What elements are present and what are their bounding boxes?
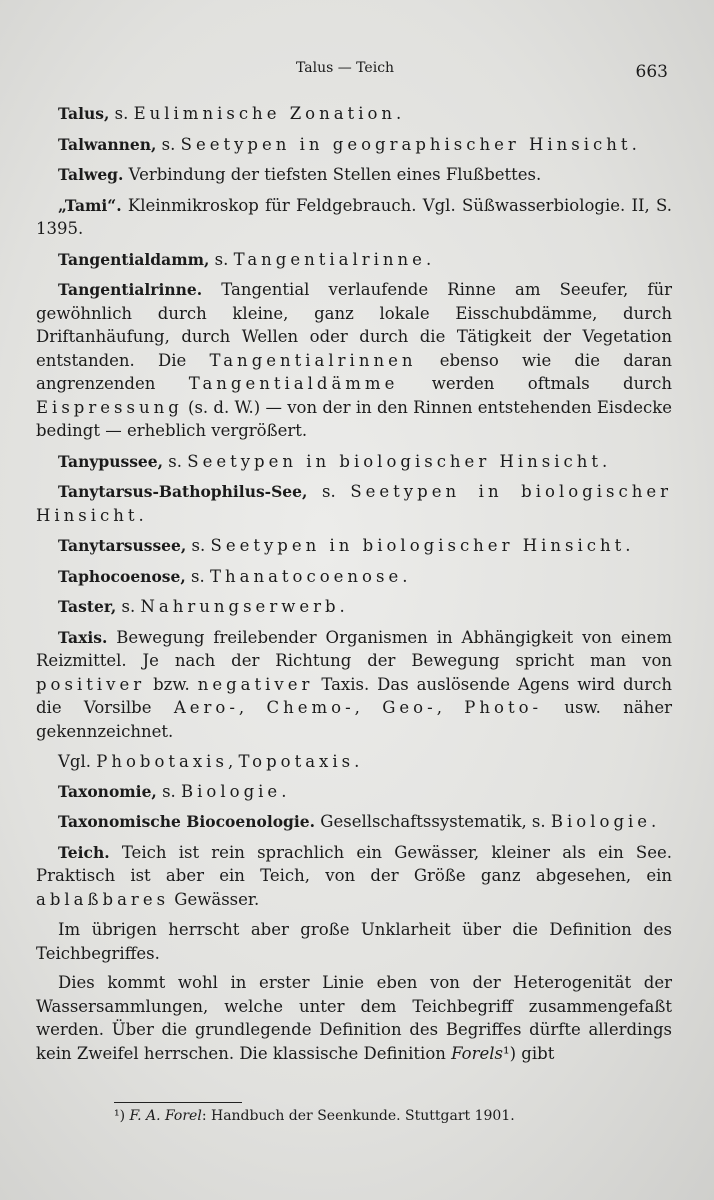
entry-text: .: [138, 505, 144, 525]
cross-reference: Topotaxis: [238, 752, 355, 771]
entry-taxonomische-biocoenologie: [36, 810, 672, 834]
entry-text: .: [425, 249, 432, 269]
entry-term: Tangentialdamm,: [58, 249, 210, 269]
entry-text: Gesellschaftssystematik, s.: [315, 812, 551, 831]
entry-tangentialdamm: [36, 248, 672, 272]
footnote-mark: ¹): [114, 1108, 126, 1124]
entry-term: Taxonomische Biocoenologie.: [58, 812, 316, 831]
entry-text: .: [354, 752, 360, 771]
entry-text: s.: [156, 781, 182, 801]
cross-reference: Seetypen in biologischer Hinsicht: [210, 536, 626, 555]
cross-reference: Seetypen in geographischer Hinsicht: [180, 134, 632, 154]
emphasis-text: Chemo-: [266, 698, 355, 717]
entry-text: (s. d. W.) — von der in den Rinnen entstehenden Eisdecke bedingt — erheblich vergrößert.: [36, 397, 672, 440]
entry-text: .: [396, 104, 402, 123]
entry-text: .: [339, 597, 345, 616]
cross-reference: Nahrungserwerb: [140, 597, 340, 616]
entry-text: ¹) gibt: [503, 1043, 555, 1063]
entry-text: Gewässer.: [169, 889, 260, 909]
entry-text: ,: [227, 752, 239, 771]
entry-text: .: [281, 781, 287, 801]
entry-tanytarsus-bathophilus-see: [36, 480, 672, 527]
entry-taphocoenose: [36, 565, 672, 589]
taxis-see-also: [36, 750, 672, 774]
dictionary-entries: [36, 102, 672, 1071]
entry-term: Talwannen,: [58, 134, 157, 154]
entry-term: Tanytarsussee,: [58, 536, 187, 555]
entry-text: Im übrigen herrscht aber große Unklarheit über die Definition des Teichbegriffes.: [36, 920, 672, 963]
entry-term: Taphocoenose,: [58, 566, 186, 586]
entry-text: .: [602, 451, 608, 471]
emphasis-text: Aero-: [173, 698, 239, 717]
cross-reference: Eulimnische Zonation: [133, 104, 397, 123]
entry-term: Taxonomie,: [58, 781, 157, 801]
page-number: 663: [635, 62, 668, 82]
entry-text: ,: [436, 698, 465, 717]
entry-text: ,: [354, 698, 383, 717]
cross-reference: Seetypen in biologischer Hinsicht: [36, 482, 672, 525]
cross-reference: Tangentialrinne: [233, 249, 426, 269]
entry-term: Talus,: [58, 104, 110, 123]
footnote-divider: [114, 1102, 242, 1103]
entry-taxonomie: [36, 780, 672, 804]
footnote-author: F. A. Forel: [129, 1108, 202, 1124]
cross-reference: Biologie: [550, 812, 652, 831]
entry-term: „Tami“.: [58, 195, 122, 215]
entry-taxis: [36, 626, 672, 744]
footnote: [114, 1108, 515, 1124]
entry-text: Taxis. Das auslösende Agens wird durch die Vorsilbe: [36, 674, 673, 717]
teich-paragraph-3: [36, 971, 672, 1065]
entry-text: .: [402, 566, 408, 586]
entry-text: Kleinmikroskop für Feldgebrauch. Vgl. Süßwasserbiologie. II, S. 1395.: [36, 195, 672, 238]
entry-tanytarsussee: [36, 534, 672, 558]
entry-text: s.: [209, 249, 234, 269]
entry-term: Talweg.: [58, 165, 124, 184]
entry-text: s.: [163, 451, 188, 471]
entry-text: s.: [116, 597, 141, 616]
entry-text: Dies kommt wohl in erster Linie eben von der Heterogenität der Wassersammlungen, welche unter dem Teichbegriff zusammengefaßt werden. Über die grundlegende Definition des Begriffes dürfte allerdings kein Zweifel herrschen. Die klassische Definition: [36, 973, 672, 1063]
entry-text: bzw.: [145, 674, 198, 694]
entry-text: Verbindung der tiefsten Stellen eines Flußbettes.: [123, 165, 542, 184]
entry-talus: [36, 102, 672, 126]
entry-talweg: [36, 163, 672, 187]
entry-tangentialrinne: [36, 278, 672, 443]
author-name: Forels: [451, 1043, 504, 1063]
entry-talwannen: [36, 133, 672, 157]
entry-text: Tangential verlaufende Rinne am Seeufer, für gewöhnlich durch kleine, ganz lokale Eisschubdämme, durch Driftanhäufung, durch Wellen oder durch die Tätigkeit der Vegetation entstanden. Die: [36, 280, 672, 370]
entry-taster: [36, 595, 672, 619]
cross-reference: Phobotaxis: [96, 752, 228, 771]
entry-text: werden oftmals durch: [398, 374, 673, 393]
entry-text: Vgl.: [58, 752, 97, 771]
cross-reference: Thanatocoenose: [209, 566, 403, 586]
entry-text: s.: [185, 566, 210, 586]
emphasis-text: Tangentialdämme: [188, 374, 399, 393]
entry-text: usw. näher gekennzeichnet.: [36, 698, 672, 741]
emphasis-text: Tangentialrinnen: [209, 350, 417, 370]
entry-term: Taster,: [58, 597, 117, 616]
entry-text: .: [651, 812, 657, 831]
entry-term: Taxis.: [58, 627, 108, 647]
teich-paragraph-2: [36, 918, 672, 965]
entry-term: Tanypussee,: [58, 451, 164, 471]
entry-text: ebenso wie die daran angrenzenden: [36, 350, 672, 393]
entry-tanypussee: [36, 450, 672, 474]
entry-term: Tanytarsus-Bathophilus-See,: [58, 482, 308, 501]
page-header: [0, 60, 714, 84]
emphasis-text: positiver: [36, 674, 146, 694]
entry-teich: [36, 841, 672, 912]
entry-text: Bewegung freilebender Organismen in Abhängigkeit von einem Reizmittel. Je nach der Richtung der Bewegung spricht man von: [36, 627, 672, 670]
emphasis-text: Photo-: [464, 698, 543, 717]
emphasis-text: Eispressung: [36, 397, 183, 417]
emphasis-text: Geo-: [382, 698, 437, 717]
entry-text: s.: [109, 104, 134, 123]
entry-tami: [36, 194, 672, 241]
entry-term: Teich.: [58, 842, 110, 862]
entry-text: s.: [186, 536, 211, 555]
emphasis-text: negativer: [197, 674, 314, 694]
cross-reference: Seetypen in biologischer Hinsicht: [187, 451, 602, 471]
entry-term: Tangentialrinne.: [58, 280, 203, 299]
entry-text: s.: [307, 482, 351, 501]
entry-text: s.: [156, 134, 181, 154]
cross-reference: Biologie: [181, 781, 282, 801]
entry-text: .: [631, 134, 637, 154]
emphasis-text: ablaßbares: [36, 889, 170, 909]
entry-text: ,: [238, 698, 267, 717]
entry-text: .: [625, 536, 631, 555]
running-head: Talus — Teich: [296, 60, 395, 76]
footnote-text: : Handbuch der Seenkunde. Stuttgart 1901.: [201, 1108, 515, 1124]
entry-text: Teich ist rein sprachlich ein Gewässer, kleiner als ein See. Praktisch ist aber ein Teich, von der Größe ganz abgesehen, ein: [36, 842, 672, 885]
